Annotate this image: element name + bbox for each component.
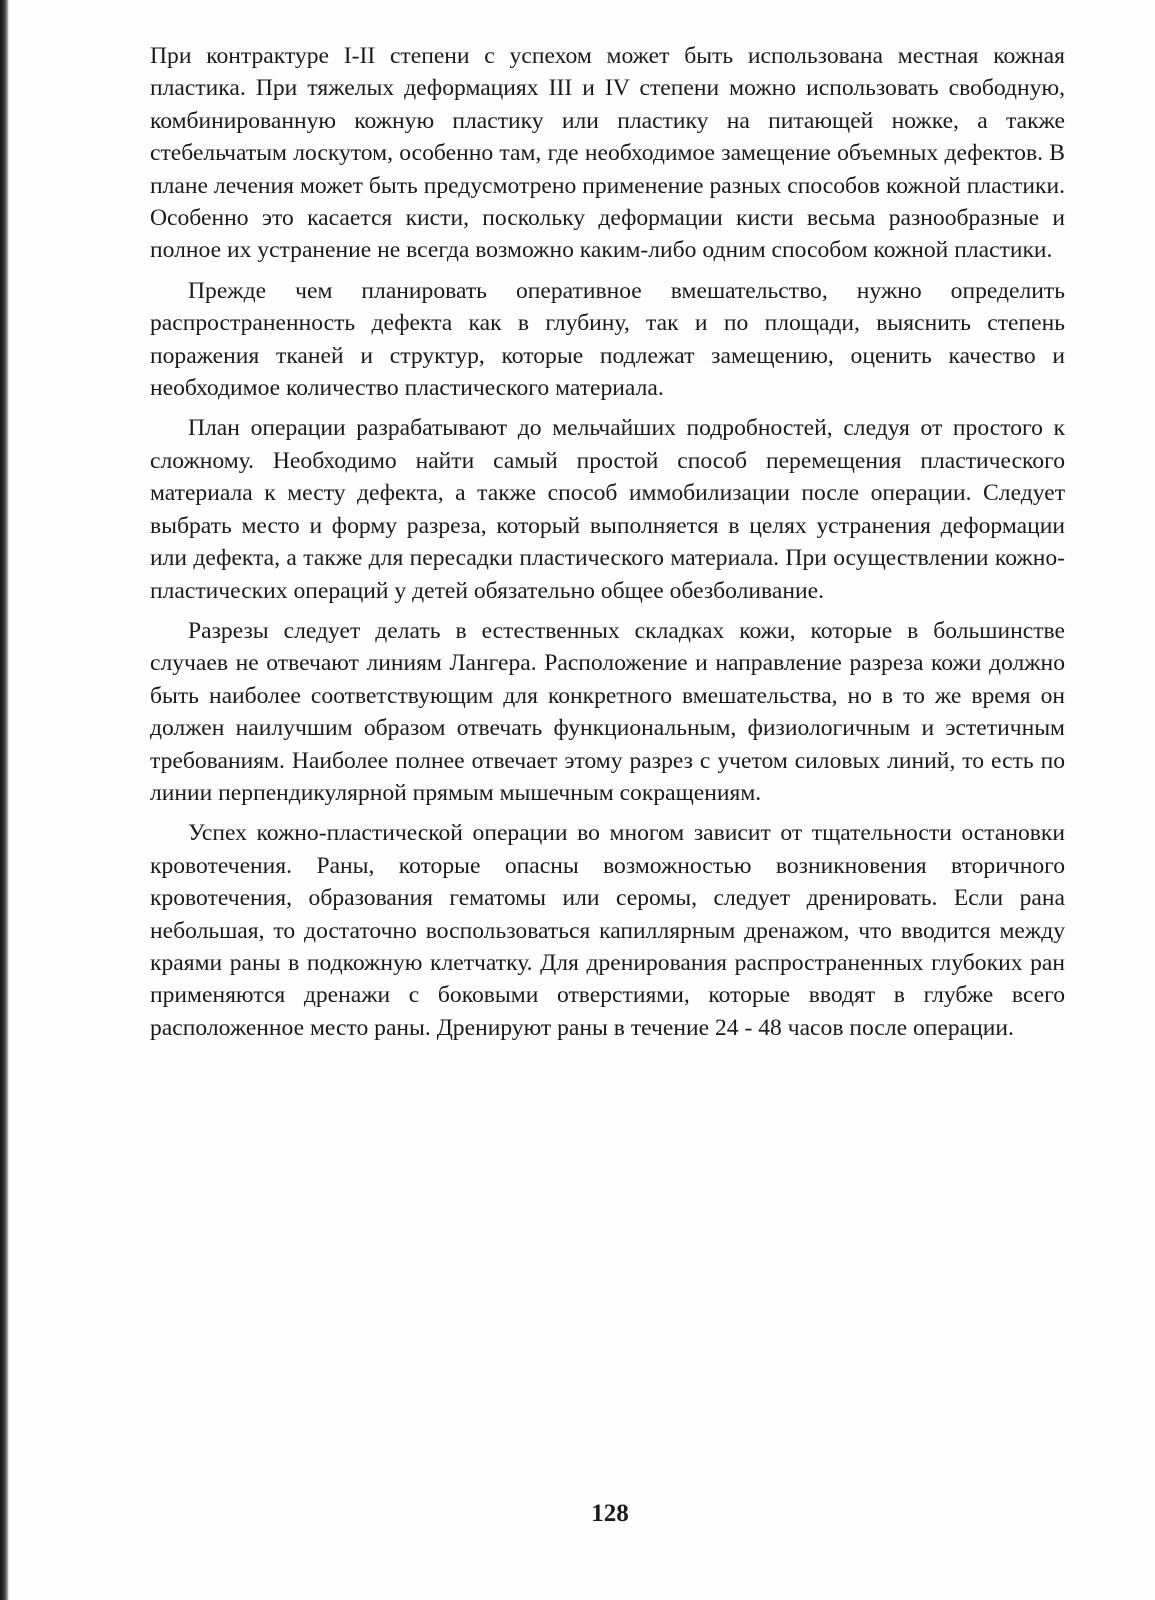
page-number: 128 [591, 1500, 629, 1527]
paragraph-1: При контрактуре I-II степени с успехом может быть использована местная кожная пластика. При тяжелых деформациях III и IV степени можно использовать свободную, комбинированную кожную пластику или пластику на питающей ножке, а также стебельчатым лоскутом, особенно там, где необходимое замещение объемных дефектов. В плане лечения может быть предусмотрено применение разных способов кожной пластики. Особенно это касается кисти, поскольку деформации кисти весьма разнообразные и полное их устранение не всегда возможно каким-либо одним способом кожной пластики. [150, 43, 1065, 264]
page-binding-edge [0, 0, 9, 1600]
paragraph-2: Прежде чем планировать оперативное вмешательство, нужно определить распространенность дефекта как в глубину, так и по площади, выяснить степень поражения тканей и структур, которые подлежат замещению, оценить качество и необходимое количество пластического материала. [150, 277, 1065, 402]
paragraph-4: Разрезы следует делать в естественных складках кожи, которые в большинстве случаев не отвечают линиям Лангера. Расположение и направление разреза кожи должно быть наиболее соответствующим для конкретного вмешательства, но в то же время он должен наилучшим образом отвечать функциональным, физиологичным и эстетичным требованиям. Наиболее полнее отвечает этому разрез с учетом силовых линий, то есть по линии перпендикулярной прямым мышечным сокращениям. [150, 617, 1065, 806]
paragraph-5: Успех кожно-пластической операции во многом зависит от тщательности остановки кровотечения. Раны, которые опасны возможностью возникновения вторичного кровотечения, образования гематомы или серомы, следует дренировать. Если рана небольшая, то достаточно воспользоваться капиллярным дренажом, что вводится между краями раны в подкожную клетчатку. Для дренирования распространенных глубоких ран применяются дренажи с боковыми отверстиями, которые вводят в глубже всего расположенное место раны. Дренируют раны в течение 24 - 48 часов после операции. [150, 820, 1065, 1041]
body-text [150, 40, 1065, 1052]
paragraph-3: План операции разрабатывают до мельчайших подробностей, следуя от простого к сложному. Необходимо найти самый простой способ перемещения пластического материала к месту дефекта, а также способ иммобилизации после операции. Следует выбрать место и форму разреза, который выполняется в целях устранения деформации или дефекта, а также для пересадки пластического материала. При осуществлении кожно-пластических операций у детей обязательно общее обезболивание. [150, 415, 1065, 604]
